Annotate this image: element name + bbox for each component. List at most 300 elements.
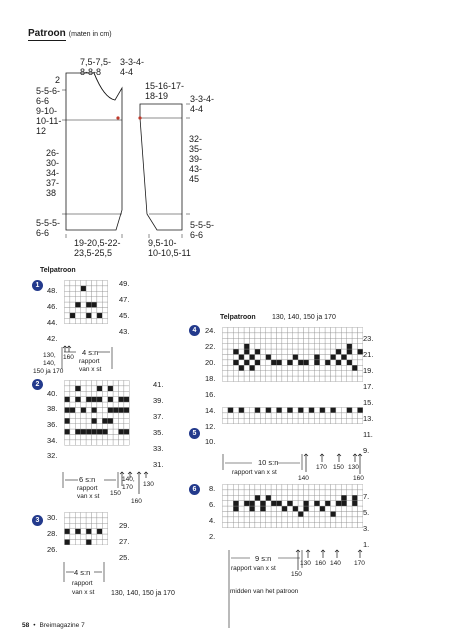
stitch-empty [293, 413, 298, 418]
chart2-row-right-35: 35. [153, 428, 164, 437]
stitch-filled [86, 529, 91, 534]
stitch-empty [331, 333, 336, 338]
stitch-empty [309, 413, 314, 418]
stitch-empty [81, 397, 86, 402]
stitch-empty [320, 365, 325, 370]
stitch-empty [298, 328, 303, 333]
sleeve-rib-label: 5-5-5- 6-6 [190, 220, 215, 240]
stitch-empty [304, 522, 309, 527]
stitch-empty [86, 391, 91, 396]
stitch-empty [277, 512, 282, 517]
stitch-empty [102, 523, 107, 528]
stitch-empty [277, 485, 282, 490]
stitch-empty [102, 302, 107, 307]
stitch-empty [92, 424, 97, 429]
stitch-empty [223, 344, 228, 349]
stitch-filled [304, 506, 309, 511]
chart4-row-left-18: 18. [205, 374, 216, 383]
chart-number-badge: 4 [189, 325, 200, 336]
stitch-empty [287, 376, 292, 381]
stitch-empty [113, 418, 118, 423]
stitch-empty [65, 413, 70, 418]
stitch-empty [352, 517, 357, 522]
chart4-row-right-15: 15. [363, 398, 374, 407]
stitch-empty [260, 413, 265, 418]
stitch-filled [331, 512, 336, 517]
chart4-row-right-21: 21. [363, 350, 374, 359]
stitch-empty [331, 344, 336, 349]
stitch-filled [228, 408, 233, 413]
stitch-empty [102, 518, 107, 523]
stitch-empty [352, 344, 357, 349]
stitch-empty [320, 517, 325, 522]
stitch-empty [271, 355, 276, 360]
chart1-repeat-count: 4 s:n [82, 348, 99, 357]
stitch-empty [277, 413, 282, 418]
stitch-empty [352, 338, 357, 343]
stitch-empty [70, 413, 75, 418]
stitch-filled [282, 506, 287, 511]
stitch-empty [358, 338, 363, 343]
stitch-empty [97, 540, 102, 545]
stitch-empty [293, 485, 298, 490]
stitch-filled [352, 501, 357, 506]
stitch-empty [266, 485, 271, 490]
chart3-repeat-label: rapport [72, 580, 93, 587]
stitch-empty [277, 328, 282, 333]
stitch-empty [239, 495, 244, 500]
chart2-size-140: 140, [122, 476, 135, 483]
stitch-empty [223, 506, 228, 511]
stitch-empty [92, 534, 97, 539]
stitch-empty [298, 344, 303, 349]
stitch-empty [325, 490, 330, 495]
stitch-empty [102, 318, 107, 323]
stitch-empty [320, 333, 325, 338]
stitch-empty [347, 512, 352, 517]
stitch-empty [65, 297, 70, 302]
stitch-empty [271, 485, 276, 490]
stitch-empty [352, 418, 357, 423]
stitch-empty [325, 512, 330, 517]
stitch-empty [287, 365, 292, 370]
stitch-empty [81, 540, 86, 545]
stitch-empty [92, 286, 97, 291]
stitch-empty [75, 418, 80, 423]
stitch-empty [271, 490, 276, 495]
stitch-empty [75, 291, 80, 296]
stitch-empty [271, 365, 276, 370]
stitch-empty [97, 318, 102, 323]
stitch-empty [97, 513, 102, 518]
stitch-empty [271, 338, 276, 343]
stitch-empty [113, 429, 118, 434]
stitch-empty [255, 522, 260, 527]
page-number: 58 [22, 622, 30, 629]
stitch-empty [271, 506, 276, 511]
stitch-empty [358, 365, 363, 370]
shoulder-slope-label: 3-3-4- 4-4 [120, 57, 145, 77]
stitch-empty [266, 517, 271, 522]
stitch-empty [97, 413, 102, 418]
stitch-filled [65, 418, 70, 423]
stitch-empty [309, 371, 314, 376]
stitch-filled [298, 360, 303, 365]
stitch-empty [352, 408, 357, 413]
stitch-empty [314, 349, 319, 354]
stitch-empty [223, 333, 228, 338]
stitch-empty [86, 413, 91, 418]
stitch-filled [239, 365, 244, 370]
stitch-filled [287, 360, 292, 365]
stitch-empty [81, 518, 86, 523]
stitch-empty [320, 418, 325, 423]
stitch-empty [271, 512, 276, 517]
stitch-empty [352, 376, 357, 381]
chart2-repeat-count: 6 s:n [79, 475, 96, 484]
stitch-empty [287, 328, 292, 333]
stitch-empty [341, 408, 346, 413]
stitch-empty [298, 517, 303, 522]
stitch-empty [250, 371, 255, 376]
stitch-empty [92, 313, 97, 318]
stitch-empty [293, 408, 298, 413]
chart-number-badge: 2 [32, 379, 43, 390]
stitch-filled [102, 418, 107, 423]
stitch-empty [293, 349, 298, 354]
stitch-empty [223, 413, 228, 418]
chart1-row-left-46: 46. [47, 302, 58, 311]
stitch-empty [336, 485, 341, 490]
stitch-filled [244, 349, 249, 354]
stitch-empty [250, 495, 255, 500]
stitch-empty [223, 485, 228, 490]
stitch-filled [314, 360, 319, 365]
stitch-empty [331, 338, 336, 343]
stitch-empty [320, 355, 325, 360]
neck-width-label: 7,5-7,5- 8-8-8 [80, 57, 112, 77]
stitch-empty [119, 381, 124, 386]
stitch-filled [352, 365, 357, 370]
chart5-markers [222, 452, 367, 484]
stitch-empty [228, 333, 233, 338]
stitch-empty [108, 391, 113, 396]
stitch-empty [314, 338, 319, 343]
stitch-empty [239, 512, 244, 517]
chart5-row-right-9: 9. [363, 446, 370, 455]
stitch-empty [65, 318, 70, 323]
stitch-empty [65, 291, 70, 296]
chart3-grid [64, 512, 108, 545]
stitch-filled [320, 506, 325, 511]
stitch-empty [250, 490, 255, 495]
stitch-empty [97, 297, 102, 302]
stitch-empty [314, 408, 319, 413]
stitch-filled [124, 429, 129, 434]
chart1-row-left-48: 48. [47, 286, 58, 295]
stitch-empty [293, 418, 298, 423]
stitch-empty [320, 344, 325, 349]
stitch-empty [239, 376, 244, 381]
chart5-size-140: 140 [298, 475, 309, 482]
chart2-size-130: 130 [143, 481, 154, 488]
stitch-empty [86, 523, 91, 528]
stitch-empty [228, 360, 233, 365]
stitch-empty [102, 402, 107, 407]
stitch-filled [325, 501, 330, 506]
stitch-empty [304, 490, 309, 495]
stitch-empty [65, 440, 70, 445]
stitch-empty [287, 512, 292, 517]
stitch-empty [75, 523, 80, 528]
stitch-empty [271, 413, 276, 418]
stitch-empty [309, 522, 314, 527]
stitch-empty [331, 517, 336, 522]
stitch-filled [347, 408, 352, 413]
stitch-filled [108, 418, 113, 423]
stitch-empty [282, 349, 287, 354]
stitch-empty [352, 328, 357, 333]
stitch-empty [271, 328, 276, 333]
stitch-empty [250, 517, 255, 522]
stitch-empty [309, 360, 314, 365]
stitch-empty [86, 418, 91, 423]
stitch-empty [309, 349, 314, 354]
chart2-row-left-38: 38. [47, 404, 58, 413]
chart5-repeat-label: rapport van x st [232, 469, 277, 476]
stitch-empty [320, 495, 325, 500]
stitch-empty [320, 485, 325, 490]
stitch-empty [223, 365, 228, 370]
stitch-empty [266, 360, 271, 365]
stitch-filled [124, 408, 129, 413]
stitch-empty [277, 355, 282, 360]
stitch-empty [239, 418, 244, 423]
stitch-empty [244, 506, 249, 511]
stitch-empty [223, 517, 228, 522]
stitch-empty [352, 355, 357, 360]
stitch-empty [282, 501, 287, 506]
stitch-filled [86, 429, 91, 434]
stitch-empty [325, 328, 330, 333]
stitch-empty [320, 360, 325, 365]
stitch-empty [314, 344, 319, 349]
stitch-empty [233, 344, 238, 349]
stitch-empty [75, 313, 80, 318]
stitch-empty [239, 371, 244, 376]
chart-number-badge: 6 [189, 484, 200, 495]
stitch-empty [86, 408, 91, 413]
stitch-empty [223, 512, 228, 517]
stitch-empty [102, 424, 107, 429]
stitch-empty [75, 402, 80, 407]
stitch-empty [341, 349, 346, 354]
chart-sizes-right: 130, 140, 150 ja 170 [272, 314, 336, 321]
stitch-filled [65, 429, 70, 434]
stitch-empty [309, 485, 314, 490]
stitch-empty [81, 302, 86, 307]
stitch-empty [97, 518, 102, 523]
stitch-filled [320, 408, 325, 413]
chart2-repeat-label: rapport [77, 485, 98, 492]
stitch-empty [255, 501, 260, 506]
stitch-empty [298, 495, 303, 500]
stitch-empty [320, 413, 325, 418]
sleeve-length-label: 32- 35- 39- 43- 45 [189, 134, 203, 184]
stitch-empty [102, 529, 107, 534]
stitch-empty [223, 328, 228, 333]
stitch-empty [331, 349, 336, 354]
stitch-empty [81, 318, 86, 323]
stitch-empty [97, 308, 102, 313]
stitch-empty [358, 506, 363, 511]
stitch-empty [92, 529, 97, 534]
stitch-empty [309, 344, 314, 349]
stitch-empty [97, 435, 102, 440]
stitch-empty [113, 381, 118, 386]
stitch-empty [304, 485, 309, 490]
stitch-empty [331, 371, 336, 376]
chart3-row-right-25: 25. [119, 553, 130, 562]
stitch-empty [70, 402, 75, 407]
stitch-empty [70, 297, 75, 302]
stitch-empty [124, 386, 129, 391]
stitch-filled [304, 501, 309, 506]
chart6-size-140: 140 [330, 560, 341, 567]
stitch-empty [358, 360, 363, 365]
stitch-empty [102, 297, 107, 302]
stitch-empty [233, 495, 238, 500]
stitch-empty [102, 313, 107, 318]
stitch-empty [314, 517, 319, 522]
chart1-row-right-43: 43. [119, 327, 130, 336]
stitch-empty [287, 490, 292, 495]
stitch-empty [266, 512, 271, 517]
stitch-empty [320, 371, 325, 376]
stitch-empty [293, 365, 298, 370]
stitch-empty [331, 522, 336, 527]
stitch-empty [255, 490, 260, 495]
stitch-empty [65, 402, 70, 407]
stitch-filled [75, 386, 80, 391]
stitch-filled [70, 313, 75, 318]
stitch-empty [239, 501, 244, 506]
stitch-filled [277, 360, 282, 365]
stitch-empty [293, 501, 298, 506]
stitch-empty [298, 333, 303, 338]
stitch-empty [260, 408, 265, 413]
stitch-empty [81, 386, 86, 391]
stitch-filled [119, 408, 124, 413]
stitch-empty [314, 371, 319, 376]
stitch-empty [233, 517, 238, 522]
stitch-empty [223, 371, 228, 376]
stitch-empty [358, 485, 363, 490]
stitch-empty [92, 513, 97, 518]
pattern-subtitle: (maten in cm) [68, 31, 112, 38]
stitch-filled [336, 360, 341, 365]
stitch-empty [271, 517, 276, 522]
stitch-empty [336, 490, 341, 495]
stitch-empty [260, 333, 265, 338]
stitch-empty [282, 365, 287, 370]
stitch-empty [266, 344, 271, 349]
stitch-empty [298, 490, 303, 495]
chart2-row-right-31: 31. [153, 460, 164, 469]
stitch-empty [352, 413, 357, 418]
stitch-empty [233, 328, 238, 333]
stitch-empty [244, 517, 249, 522]
stitch-empty [336, 408, 341, 413]
stitch-empty [320, 490, 325, 495]
stitch-empty [233, 333, 238, 338]
chart2-row-right-37: 37. [153, 412, 164, 421]
stitch-filled [124, 397, 129, 402]
stitch-empty [293, 522, 298, 527]
stitch-empty [244, 365, 249, 370]
chart6-row-right-1: 1. [363, 540, 370, 549]
stitch-empty [233, 355, 238, 360]
stitch-empty [250, 512, 255, 517]
stitch-empty [282, 495, 287, 500]
stitch-empty [233, 376, 238, 381]
magazine-name: Breimagazine 7 [39, 622, 85, 629]
stitch-empty [97, 534, 102, 539]
chart4-row-left-16: 16. [205, 390, 216, 399]
stitch-filled [92, 397, 97, 402]
stitch-empty [102, 286, 107, 291]
stitch-empty [70, 308, 75, 313]
stitch-empty [239, 413, 244, 418]
stitch-empty [309, 338, 314, 343]
stitch-filled [298, 408, 303, 413]
stitch-empty [250, 413, 255, 418]
stitch-empty [341, 506, 346, 511]
stitch-empty [320, 328, 325, 333]
stitch-empty [228, 328, 233, 333]
stitch-empty [228, 349, 233, 354]
stitch-empty [102, 291, 107, 296]
stitch-empty [309, 512, 314, 517]
stitch-empty [65, 391, 70, 396]
stitch-empty [250, 418, 255, 423]
stitch-empty [244, 371, 249, 376]
stitch-filled [255, 349, 260, 354]
chart4-row-right-19: 19. [363, 366, 374, 375]
stitch-empty [266, 506, 271, 511]
stitch-filled [266, 495, 271, 500]
stitch-empty [81, 281, 86, 286]
chart6-row-right-7: 7. [363, 492, 370, 501]
stitch-filled [233, 349, 238, 354]
stitch-filled [331, 355, 336, 360]
stitch-empty [358, 501, 363, 506]
stitch-empty [228, 522, 233, 527]
chart-number-badge: 1 [32, 280, 43, 291]
stitch-empty [81, 435, 86, 440]
stitch-empty [347, 371, 352, 376]
stitch-empty [341, 490, 346, 495]
stitch-empty [239, 485, 244, 490]
stitch-empty [97, 281, 102, 286]
stitch-empty [86, 291, 91, 296]
stitch-empty [97, 523, 102, 528]
stitch-empty [309, 333, 314, 338]
stitch-empty [65, 286, 70, 291]
shoulder-drop-label: 2 [55, 75, 61, 85]
stitch-empty [233, 365, 238, 370]
stitch-filled [287, 501, 292, 506]
